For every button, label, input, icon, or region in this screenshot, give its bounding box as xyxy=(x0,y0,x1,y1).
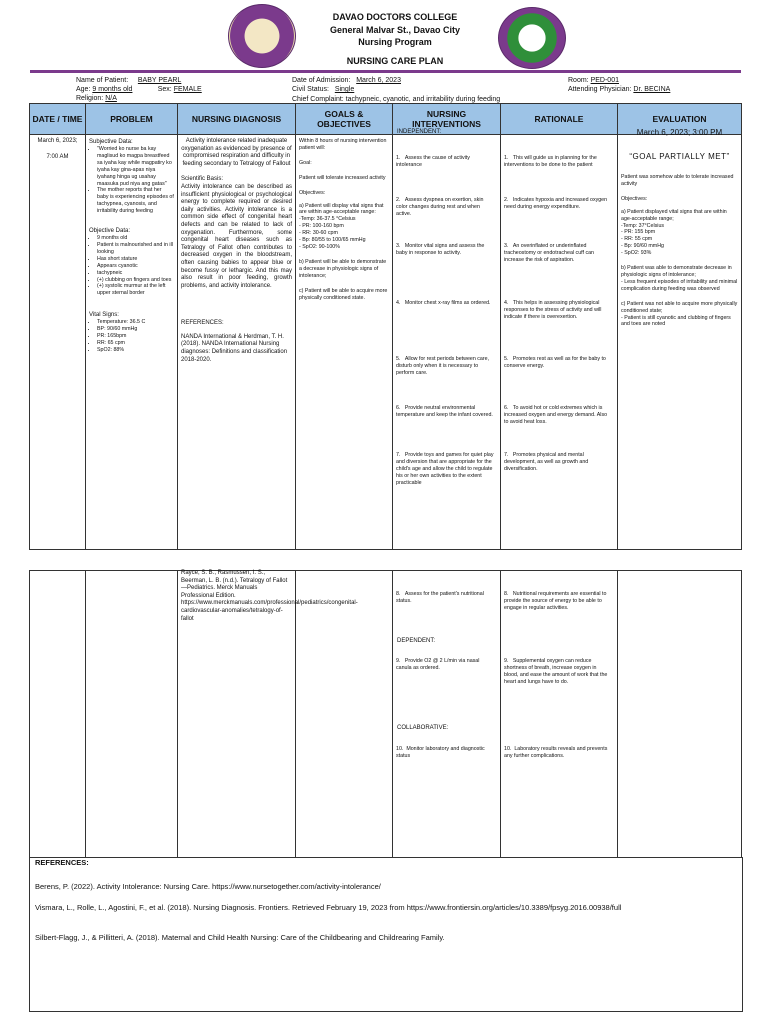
civil-status-row: Civil Status: Single xyxy=(292,86,355,93)
independent-label: INDEPENDENT: xyxy=(397,129,442,135)
patient-religion-row: Religion: N/A xyxy=(76,95,117,102)
nursing-seal-logo xyxy=(498,7,566,69)
rationale-item: 8. Nutritional requirements are essential to provide the source of energy to be able to engage in regular activities. xyxy=(504,591,607,611)
date-cell: March 6, 2023; 7:00 AM xyxy=(30,135,86,550)
references-title: REFERENCES: xyxy=(35,858,89,867)
references-title: REFERENCES: xyxy=(181,320,224,327)
objective-item: • Patient is malnourished and in ill looking xyxy=(97,242,174,256)
rationale-item: 2. Indicates hypoxia and increased oxygen need during energy expenditure. xyxy=(504,197,608,210)
col-goals-header: GOALS & OBJECTIVES xyxy=(296,104,393,135)
intervention-item: 9. Provide O2 @ 2 L/min via nasal canula as ordered. xyxy=(396,658,480,671)
rationale-item: 5. Promotes rest as well as for the baby to conserve energy. xyxy=(504,356,606,369)
physician-row: Attending Physician: Dr. BECINA xyxy=(568,86,671,93)
interventions-cell xyxy=(393,129,501,550)
intervention-item: 10. Monitor laboratory and diagnostic status xyxy=(396,746,485,759)
vital-item: • Temperature: 36.5 C xyxy=(97,319,174,326)
intervention-item: 1. Assess the cause of activity intolerance xyxy=(396,155,470,168)
document-title: NURSING CARE PLAN xyxy=(346,56,444,66)
rationale-cell xyxy=(501,135,618,550)
vital-item: • BP: 90/60 mmHg xyxy=(97,326,174,333)
patient-age-row: Age: 9 months old Sex: FEMALE xyxy=(76,86,202,93)
col-date-header: DATE / TIME xyxy=(30,104,86,135)
objective-item: • (+) systolic murmur at the left upper sternal border xyxy=(97,283,174,297)
col-diagnosis-header: NURSING DIAGNOSIS xyxy=(178,104,296,135)
cont-goals-cell xyxy=(296,571,393,858)
col-interventions-header: NURSING INTERVENTIONS xyxy=(393,104,501,135)
objective-title: Objective Data: xyxy=(89,228,131,235)
basis-text: Activity intolerance can be described as insufficient physiological or psychological energy to complete required or desired daily activities. Activity intolerance is a common side effect of congenital heart defects and can be related to lack of oxygenation. Furthermore, some congenital heart diseases such as Tetralogy of Fallot often contributes to decreased oxygen in the bloodstream, often causing babies to appear blue or become fussy or lethargic. And this may also result in poor feeding, growth problems, and activity intolerance. xyxy=(181,183,292,289)
evaluation-status: “GOAL PARTIALLY MET” xyxy=(629,152,730,161)
intervention-item: 7. Provide toys and games for quiet play and diversion that are appropriate for the child's age and allow the child to regulate his or her own activities to the extent practicable xyxy=(396,452,494,486)
intervention-item: 4. Monitor chest x-ray films as ordered. xyxy=(396,300,491,306)
rationale-item: 7. Promotes physical and mental development, as well as growth and diversification. xyxy=(504,452,589,472)
patient-name: BABY PEARL xyxy=(137,77,182,84)
intervention-item: 6. Provide neutral environmental temperature and keep the infant covered. xyxy=(396,405,493,418)
objective-item: • Appears cyanotic xyxy=(97,263,174,270)
college-name: DAVAO DOCTORS COLLEGE xyxy=(332,12,458,22)
evaluation-cell: March 6, 2023; 3:00 PM “GOAL PARTIALLY MET” Patient was somehow able to tolerate increased activity Objectives: a) Patient displayed vital signs that are within age-acceptable range; -Temp: 37°Celsius - PR: 155 bpm - RR: 55 cpm - Bp: 90/60 mmHg - SpO2: 93% b) Patient was able to demonstrate decrease in physiologic signs of intolerance; - Less frequent episodes of irritability and minimal complication during feeding was observed c) Patient was not able to acquire more physically conditioned state; - Patient is still cyanotic and clubbing of fingers and toes are noted xyxy=(618,135,742,550)
goals-cell: Within 8 hours of nursing intervention patient will: Goal: Patient will tolerate increased activity Objectives: a) Patient will display vital signs that are within age-acceptable range: -Temp: 36-37.5 °Celsius - PR: 100-160 bpm - RR: 30-60 cpm - Bp: 80/55 to 100/65 mmHg - SpO2: 90-100% b) Patient will be able to demonstrate a decrease in physiologic signs of intolerance; c) Patient will be able to acquire more physically conditioned state. xyxy=(296,135,393,550)
intervention-item: 2. Assess dyspnea on exertion, skin color changes during rest and when active. xyxy=(396,197,484,217)
rationale-item: 1. This will guide us in planning for the interventions to be done to the patient xyxy=(504,155,597,168)
objective-item: • (+) clubbing on fingers and toes xyxy=(97,277,174,284)
objective-item: • tachypneic xyxy=(97,270,174,277)
cont-interventions-cell xyxy=(393,571,501,858)
accent-bar xyxy=(30,70,741,73)
intervention-item: 3. Monitor vital signs and assess the baby in response to activity. xyxy=(396,243,485,256)
references-section xyxy=(29,857,743,1012)
dependent-label: DEPENDENT: xyxy=(397,638,436,644)
vital-item: • PR: 165bpm xyxy=(97,333,174,340)
subjective-item: • The mother reports that her baby is experiencing episodes of tachypnea, cyanosis, and irritability during feeding xyxy=(97,187,174,215)
diagnosis-reference: Rayce, S. B., Rasmussen, I. S., Beerman, L. B. (n.d.). Tetralogy of Fallot—Pediatrics. Merck Manuals Professional Edition. https://www.merckmanuals.com/professional/pediatrics/congenital-cardiovascular-anomalies/tetralogy-of-fallot xyxy=(181,570,358,622)
col-rationale-header: RATIONALE xyxy=(501,104,618,135)
intervention-item: 8. Assess for the patient's nutritional status. xyxy=(396,591,484,604)
col-evaluation-header: EVALUATION xyxy=(618,104,742,135)
collaborative-label: COLLABORATIVE: xyxy=(397,725,449,731)
cont-date-cell xyxy=(30,571,86,858)
college-seal-logo xyxy=(228,4,296,68)
cont-problem-cell xyxy=(86,571,178,858)
rationale-item: 9. Supplemental oxygen can reduce shortness of breath, increase oxygen in blood, and ease the amount of work that the heart and lungs have to do. xyxy=(504,658,608,685)
care-plan-table xyxy=(29,103,742,550)
patient-name-row: Name of Patient: BABY PEARL xyxy=(76,77,182,84)
cont-rationale-cell xyxy=(501,571,618,858)
admission-row: Date of Admission: March 6, 2023 xyxy=(292,77,401,84)
subjective-title: Subjective Data: xyxy=(89,139,133,145)
rationale-item: 10. Laboratory results reveals and prevents any further complications. xyxy=(504,746,608,759)
care-plan-continuation-table xyxy=(29,570,742,858)
diagnosis-cell xyxy=(178,135,296,550)
problem-cell xyxy=(86,135,178,550)
college-address: General Malvar St., Davao City xyxy=(329,25,461,35)
reference-item: Silbert-Flagg, J., & Pillitteri, A. (2018). Maternal and Child Health Nursing: Care of the Childbearing and Childrearing Family. xyxy=(35,933,445,942)
cont-diagnosis-cell xyxy=(178,570,358,858)
cont-evaluation-cell xyxy=(618,571,742,858)
room-row: Room: PED-001 xyxy=(568,77,619,84)
diagnosis-statement: Activity intolerance related inadequate oxygenation as evidenced by presence of compromised respiration and difficulty in feeding secondary to Tetralogy of Fallout xyxy=(181,138,292,167)
objective-item: • 9 months old xyxy=(97,235,174,242)
rationale-item: 4. This helps in assessing physiological responses to the stress of activity and will indicate if there is overexertion. xyxy=(504,300,602,320)
vital-item: • SpO2: 88% xyxy=(97,347,174,354)
intervention-item: 5. Allow for rest periods between care, disturb only when it is necessary to perform care. xyxy=(396,356,490,376)
rationale-item: 3. An overinflated or underinflated tracheostomy or endotracheal cuff can increase the risk of aspiration. xyxy=(504,243,595,263)
evaluation-datetime: March 6, 2023; 3:00 PM xyxy=(636,128,723,137)
diagnosis-reference: NANDA International & Herdman, T. H. (2018). NANDA International Nursing diagnoses: Definitions and classification 2018-2020. xyxy=(181,333,288,363)
chief-complaint-row: Chief Complaint: tachypneic, cyanotic, and irritability during feeding xyxy=(292,96,501,103)
col-problem-header: PROBLEM xyxy=(86,104,178,135)
vital-item: • RR: 65 cpm xyxy=(97,340,174,347)
subjective-item: • "Worried ko nurse ba kay maglisud ko magpa breastfeed sa iyaha kay while magpatiry ko iyaha kay gina-apas niya iyahang hinga ug usahay maasuka pud niya ang gatas" xyxy=(97,146,174,187)
vitals-title: Vital Signs: xyxy=(89,312,119,319)
reference-item: Vismara, L., Rolle, L., Agostini, F., et al. (2018). Nursing Diagnosis. Frontiers. Retrieved February 19, 2023 from https://www.frontiersin.org/articles/10.3389/fpsyg.2016.00938/full xyxy=(35,903,622,912)
objective-item: • Has short stature xyxy=(97,256,174,263)
basis-title: Scientific Basis: xyxy=(181,176,224,183)
rationale-item: 6. To avoid hot or cold extremes which is increased oxygen and energy demand. Also to avoid heat loss. xyxy=(504,405,608,425)
reference-item: Berens, P. (2022). Activity Intolerance: Nursing Care. https://www.nursetogether.com/activity-intolerance/ xyxy=(35,882,381,891)
program-name: Nursing Program xyxy=(358,37,432,47)
